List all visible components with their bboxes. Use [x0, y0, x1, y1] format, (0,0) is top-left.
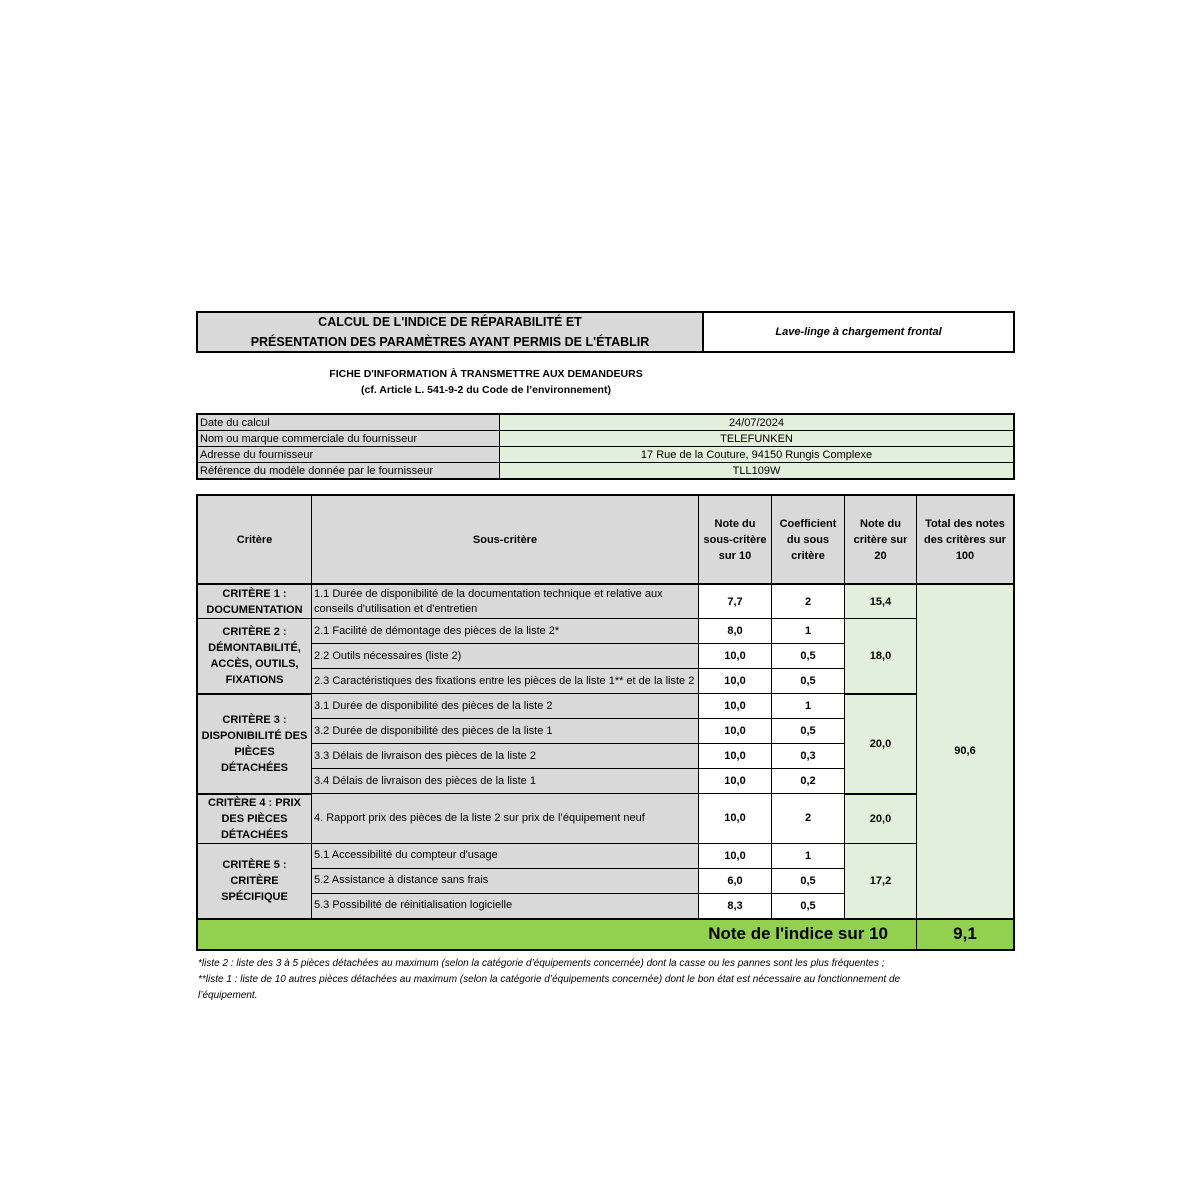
- info-value: TELEFUNKEN: [500, 431, 1015, 447]
- sub-criterion: 3.4 Délais de livraison des pièces de la liste 1: [312, 769, 699, 794]
- table-row: [197, 619, 1014, 644]
- product-type: Lave-linge à chargement frontal: [703, 311, 1015, 353]
- footnote-liste-1-cont: l’équipement.: [198, 990, 258, 1001]
- document-title: [196, 311, 704, 353]
- col-sous-critere: Sous-critère: [312, 495, 699, 584]
- sub-criterion: 2.3 Caractéristiques des fixations entre les pièces de la liste 1** et de la liste 2: [312, 669, 699, 694]
- col-note-sous: Note du sous-critère sur 10: [699, 495, 772, 584]
- final-score-value: 9,1: [917, 919, 1015, 950]
- info-row: [197, 463, 1014, 480]
- criterion-name: CRITÈRE 5 : CRITÈRE SPÉCIFIQUE: [197, 843, 312, 919]
- info-row: [197, 414, 1014, 431]
- sub-note: 10,0: [699, 694, 772, 719]
- info-label: Adresse du fournisseur: [197, 447, 500, 463]
- sub-coef: 1: [772, 619, 845, 644]
- final-score-label: Note de l'indice sur 10: [197, 919, 917, 950]
- final-score-row: [197, 919, 1014, 950]
- table-row: [197, 584, 1014, 619]
- sub-coef: 0,5: [772, 669, 845, 694]
- sub-note: 10,0: [699, 669, 772, 694]
- fiche-heading: [196, 366, 776, 398]
- criterion-score: 20,0: [845, 694, 917, 794]
- footnote-liste-2: *liste 2 : liste des 3 à 5 pièces détachées au maximum (selon la catégorie d’équipements concernée) dont la casse ou les pannes sont les plus fréquentes ;: [198, 958, 885, 969]
- supplier-info-table: [196, 413, 1015, 480]
- footnote-liste-1: **liste 1 : liste de 10 autres pièces détachées au maximum (selon la catégorie d’équipements concernée) dont le bon état est nécessaire au fonctionnement de: [198, 974, 901, 985]
- sub-coef: 2: [772, 794, 845, 844]
- table-row: [197, 843, 1014, 868]
- info-value: 24/07/2024: [500, 414, 1015, 431]
- sub-criterion: 3.2 Durée de disponibilité des pièces de la liste 1: [312, 719, 699, 744]
- sub-note: 10,0: [699, 843, 772, 868]
- criterion-name: CRITÈRE 4 : PRIX DES PIÈCES DÉTACHÉES: [197, 794, 312, 844]
- sub-coef: 1: [772, 694, 845, 719]
- repairability-table: [196, 494, 1015, 951]
- sub-note: 10,0: [699, 769, 772, 794]
- criterion-name: CRITÈRE 3 : DISPONIBILITÉ DES PIÈCES DÉTACHÉES: [197, 694, 312, 794]
- sub-note: 10,0: [699, 794, 772, 844]
- criterion-name: CRITÈRE 1 : DOCUMENTATION: [197, 584, 312, 619]
- col-critere: Critère: [197, 495, 312, 584]
- sub-criterion: 2.1 Facilité de démontage des pièces de la liste 2*: [312, 619, 699, 644]
- info-label: Date du calcul: [197, 414, 500, 431]
- sub-criterion: 2.2 Outils nécessaires (liste 2): [312, 644, 699, 669]
- sub-note: 10,0: [699, 719, 772, 744]
- table-row: [197, 794, 1014, 844]
- sub-criterion: 1.1 Durée de disponibilité de la documentation technique et relative aux conseils d'utilisation et d'entretien: [312, 584, 699, 619]
- table-row: [197, 694, 1014, 719]
- sub-note: 10,0: [699, 744, 772, 769]
- criterion-score: 15,4: [845, 584, 917, 619]
- criterion-score: 20,0: [845, 794, 917, 844]
- info-label: Référence du modèle donnée par le fournisseur: [197, 463, 500, 480]
- criterion-score: 17,2: [845, 843, 917, 919]
- sub-coef: 0,5: [772, 868, 845, 893]
- sub-coef: 2: [772, 584, 845, 619]
- sub-criterion: 5.2 Assistance à distance sans frais: [312, 868, 699, 893]
- sub-note: 8,3: [699, 893, 772, 919]
- col-coef: Coefficient du sous critère: [772, 495, 845, 584]
- sub-coef: 0,2: [772, 769, 845, 794]
- sub-coef: 0,3: [772, 744, 845, 769]
- sub-note: 10,0: [699, 644, 772, 669]
- info-label: Nom ou marque commerciale du fournisseur: [197, 431, 500, 447]
- info-value: 17 Rue de la Couture, 94150 Rungis Complexe: [500, 447, 1015, 463]
- sub-criterion: 5.1 Accessibilité du compteur d'usage: [312, 843, 699, 868]
- sub-note: 8,0: [699, 619, 772, 644]
- fiche-line-1: FICHE D'INFORMATION À TRANSMETTRE AUX DEMANDEURS: [329, 368, 643, 380]
- sub-criterion: 5.3 Possibilité de réinitialisation logicielle: [312, 893, 699, 919]
- criterion-score: 18,0: [845, 619, 917, 694]
- footnotes: [198, 956, 998, 1004]
- sub-note: 6,0: [699, 868, 772, 893]
- col-note-critere: Note du critère sur 20: [845, 495, 917, 584]
- info-value: TLL109W: [500, 463, 1015, 480]
- sub-criterion: 3.1 Durée de disponibilité des pièces de la liste 2: [312, 694, 699, 719]
- title-line-1: CALCUL DE L'INDICE DE RÉPARABILITÉ ET: [318, 315, 582, 329]
- sub-coef: 0,5: [772, 719, 845, 744]
- sub-coef: 0,5: [772, 893, 845, 919]
- sub-note: 7,7: [699, 584, 772, 619]
- sub-criterion: 3.3 Délais de livraison des pièces de la liste 2: [312, 744, 699, 769]
- title-line-2: PRÉSENTATION DES PARAMÈTRES AYANT PERMIS DE L'ÉTABLIR: [250, 335, 650, 349]
- info-row: [197, 447, 1014, 463]
- fiche-line-2: (cf. Article L. 541-9-2 du Code de l’environnement): [361, 384, 611, 396]
- total-score: 90,6: [917, 584, 1015, 919]
- criterion-name: CRITÈRE 2 : DÉMONTABILITÉ, ACCÈS, OUTILS, FIXATIONS: [197, 619, 312, 694]
- sub-coef: 0,5: [772, 644, 845, 669]
- col-total: Total des notes des critères sur 100: [917, 495, 1015, 584]
- sub-coef: 1: [772, 843, 845, 868]
- info-row: [197, 431, 1014, 447]
- sub-criterion: 4. Rapport prix des pièces de la liste 2 sur prix de l’équipement neuf: [312, 794, 699, 844]
- table-header-row: [197, 495, 1014, 584]
